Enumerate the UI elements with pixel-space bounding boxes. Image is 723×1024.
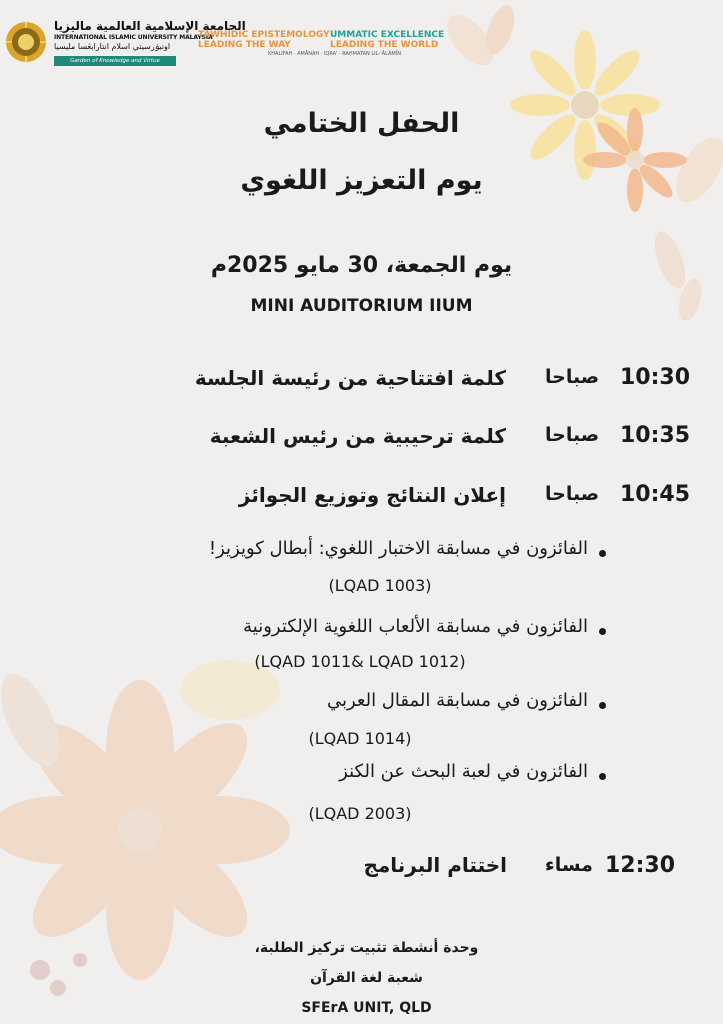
footer-unit-name: وحدة أنشطة تثبيت تركيز الطلبة، xyxy=(254,940,479,956)
university-tagline: Garden of Knowledge and Virtue xyxy=(54,56,176,66)
course-code: (LQAD 1003) xyxy=(328,576,432,595)
footer-unit-english: SFErA UNIT, QLD xyxy=(301,1000,432,1016)
schedule-time: 10:30 xyxy=(620,365,691,390)
slogan-left-line2: LEADING THE WAY xyxy=(198,40,291,50)
schedule-time: 10:45 xyxy=(620,482,691,507)
schedule-time: 10:35 xyxy=(620,423,691,448)
schedule-period: صباحا xyxy=(545,424,600,446)
closing-period: مساء xyxy=(545,854,593,876)
slogan-right-line1: UMMATIC EXCELLENCE xyxy=(330,30,445,40)
winner-category: الفائزون في مسابقة الاختبار اللغوي: أبطال كويزيز! xyxy=(208,538,588,559)
event-date: يوم الجمعة، 30 مايو 2025م xyxy=(210,253,513,278)
iium-emblem-icon xyxy=(4,20,48,64)
closing-time: 12:30 xyxy=(605,853,676,878)
schedule-period: صباحا xyxy=(545,366,600,388)
closing-item: اختتام البرنامج xyxy=(363,853,507,877)
schedule-item: إعلان النتائج وتوزيع الجوائز xyxy=(238,483,506,507)
event-title-line2: يوم التعزيز اللغوي xyxy=(240,165,483,196)
university-name-jawi: اونيۏرسيتي اسلام انتارابڠسا مليسيا xyxy=(54,42,171,51)
course-code: (LQAD 1011& LQAD 1012) xyxy=(254,652,466,671)
schedule-period: صباحا xyxy=(545,483,600,505)
bullet-icon xyxy=(599,702,606,709)
course-code: (LQAD 1014) xyxy=(308,729,412,748)
footer-department: شعبة لغة القرآن xyxy=(310,970,423,986)
event-title-line1: الحفل الختامي xyxy=(263,108,460,139)
slogan-values: KHALIFAH · AMĀNAH · IQRA' · RAḤMATAN LIL-ʿĀLAMĪN xyxy=(268,51,401,57)
university-name-english: INTERNATIONAL ISLAMIC UNIVERSITY MALAYSIA xyxy=(54,34,213,41)
slogan-right-line2: LEADING THE WORLD xyxy=(330,40,439,50)
winner-category: الفائزون في مسابقة المقال العربي xyxy=(326,690,588,711)
course-code: (LQAD 2003) xyxy=(308,804,412,823)
schedule-item: كلمة افتتاحية من رئيسة الجلسة xyxy=(194,366,506,390)
slogan-left-line1: TAWHIDIC EPISTEMOLOGY xyxy=(198,30,330,40)
bullet-icon xyxy=(599,550,606,557)
bullet-icon xyxy=(599,628,606,635)
university-name-arabic: الجامعة الإسلامية العالمية ماليزيا xyxy=(54,19,246,33)
event-venue: MINI AUDITORIUM IIUM xyxy=(250,296,473,316)
bullet-icon xyxy=(599,773,606,780)
winner-category: الفائزون في لعبة البحث عن الكنز xyxy=(339,761,588,782)
schedule-item: كلمة ترحيبية من رئيس الشعبة xyxy=(209,424,506,448)
winner-category: الفائزون في مسابقة الألعاب اللغوية الإلكترونية xyxy=(243,616,588,637)
